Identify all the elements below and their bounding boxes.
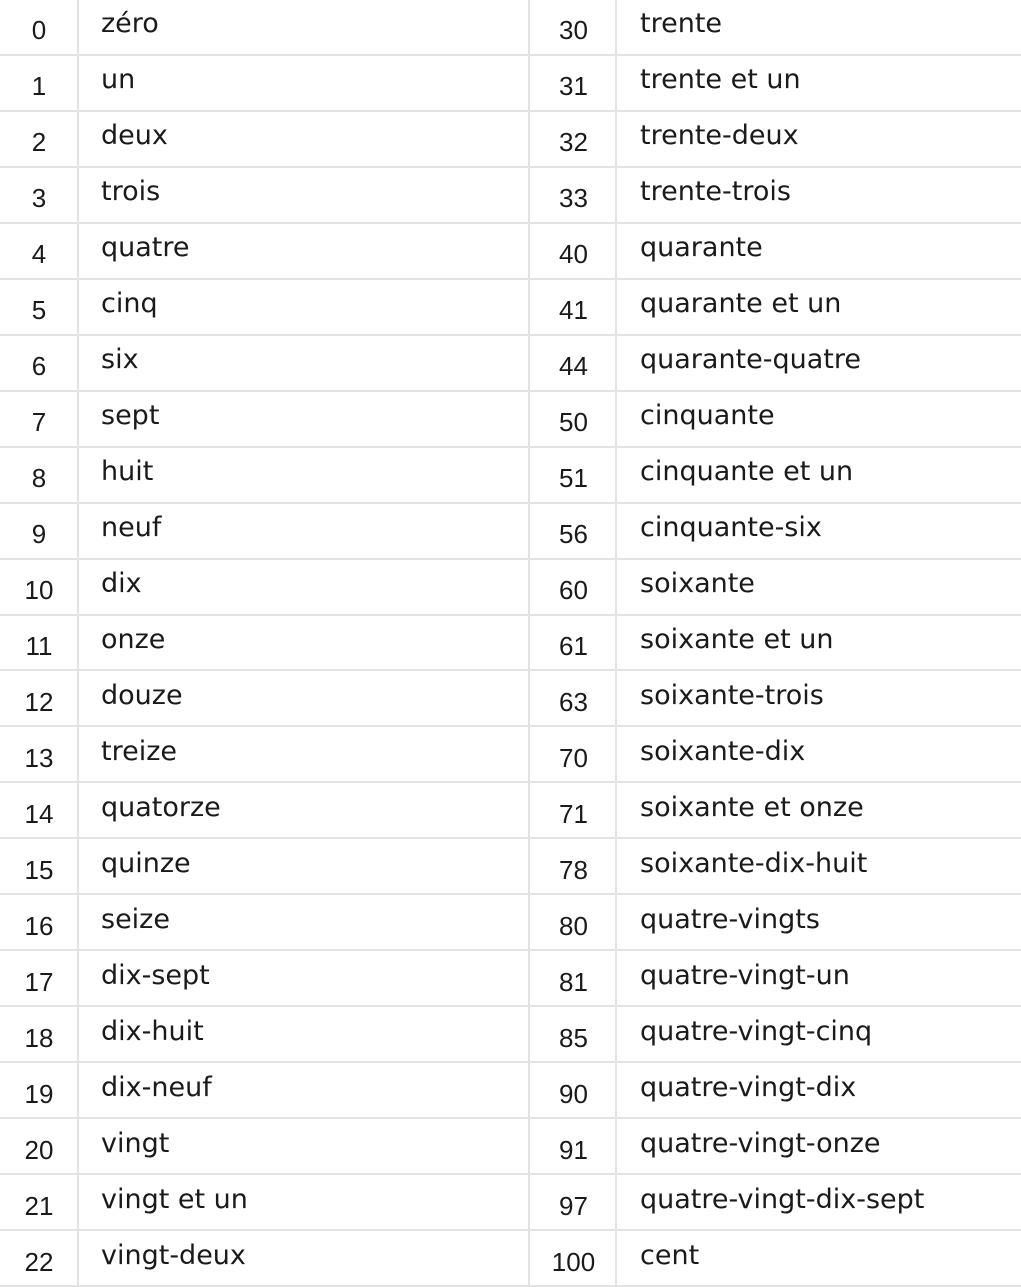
- word-cell: dix-sept: [101, 959, 210, 991]
- word-cell: douze: [101, 679, 183, 711]
- word-cell: trois: [101, 176, 161, 208]
- number-cell: 19: [24, 1078, 54, 1109]
- word-cell: neuf: [101, 512, 162, 544]
- number-cell: 60: [559, 575, 588, 606]
- number-cell: 7: [31, 407, 47, 438]
- number-cell: 32: [559, 127, 588, 158]
- number-cell: 1: [31, 71, 47, 102]
- number-cell: 100: [551, 1246, 596, 1277]
- word-cell: quatre-vingts: [640, 903, 820, 935]
- table-row: [0, 0, 1021, 56]
- number-cell: 85: [559, 1022, 588, 1053]
- table-row: [0, 895, 1021, 951]
- number-cell: 40: [559, 239, 588, 270]
- number-cell: 9: [31, 519, 47, 550]
- number-cell: 81: [559, 966, 588, 997]
- word-cell: soixante-dix-huit: [640, 847, 868, 879]
- word-cell: soixante-dix: [640, 735, 806, 767]
- number-cell: 18: [24, 1022, 54, 1053]
- word-cell: quatre-vingt-dix-sept: [640, 1183, 925, 1215]
- word-cell: quatre-vingt-dix: [640, 1071, 857, 1103]
- number-cell: 2: [31, 127, 47, 158]
- number-cell: 8: [31, 463, 47, 494]
- word-cell: huit: [101, 456, 154, 488]
- number-cell: 11: [25, 630, 53, 661]
- table-row: [0, 1119, 1021, 1175]
- word-cell: soixante et un: [640, 623, 834, 655]
- table-row: [0, 280, 1021, 336]
- table-row: [0, 671, 1021, 727]
- number-cell: 70: [559, 742, 588, 773]
- column-divider: [528, 0, 530, 1287]
- number-cell: 91: [559, 1134, 588, 1165]
- word-cell: quatorze: [101, 791, 221, 823]
- table-row: [0, 560, 1021, 616]
- number-cell: 22: [24, 1246, 54, 1277]
- number-cell: 5: [31, 295, 47, 326]
- word-cell: quatre-vingt-onze: [640, 1127, 881, 1159]
- number-cell: 10: [24, 575, 54, 606]
- word-cell: cinq: [101, 288, 158, 320]
- word-cell: trente et un: [640, 64, 801, 96]
- number-cell: 20: [24, 1134, 54, 1165]
- word-cell: sept: [101, 400, 160, 432]
- word-cell: cent: [640, 1239, 700, 1271]
- table-row: [0, 839, 1021, 895]
- table-row: [0, 504, 1021, 560]
- number-cell: 15: [24, 854, 54, 885]
- word-cell: treize: [101, 735, 177, 767]
- word-cell: dix-neuf: [101, 1071, 212, 1103]
- word-cell: quatre: [101, 232, 190, 264]
- table-row: [0, 1007, 1021, 1063]
- number-cell: 80: [559, 910, 588, 941]
- number-cell: 13: [24, 742, 54, 773]
- number-cell: 51: [559, 463, 588, 494]
- word-cell: vingt-deux: [101, 1239, 246, 1271]
- word-cell: quinze: [101, 847, 191, 879]
- word-cell: trente: [640, 8, 723, 40]
- word-cell: quarante: [640, 232, 763, 264]
- table-row: [0, 1063, 1021, 1119]
- table-row: [0, 616, 1021, 672]
- word-cell: vingt: [101, 1127, 170, 1159]
- word-cell: quarante-quatre: [640, 344, 861, 376]
- table-row: [0, 951, 1021, 1007]
- number-cell: 50: [559, 407, 588, 438]
- word-cell: quarante et un: [640, 288, 842, 320]
- number-cell: 31: [559, 71, 588, 102]
- word-cell: six: [101, 344, 139, 376]
- word-cell: trente-trois: [640, 176, 791, 208]
- number-cell: 0: [31, 15, 47, 46]
- table-row: [0, 1231, 1021, 1287]
- number-cell: 30: [559, 15, 588, 46]
- number-cell: 41: [559, 295, 588, 326]
- table-row: [0, 448, 1021, 504]
- word-cell: un: [101, 64, 136, 96]
- word-cell: soixante: [640, 568, 755, 600]
- word-cell: onze: [101, 623, 166, 655]
- table-row: [0, 56, 1021, 112]
- table-row: [0, 1175, 1021, 1231]
- word-cell: cinquante-six: [640, 512, 822, 544]
- number-cell: 56: [559, 519, 588, 550]
- number-cell: 33: [559, 183, 588, 214]
- number-cell: 16: [24, 910, 54, 941]
- word-cell: dix: [101, 568, 142, 600]
- word-cell: soixante-trois: [640, 679, 824, 711]
- number-cell: 78: [559, 854, 588, 885]
- word-cell: cinquante et un: [640, 456, 854, 488]
- number-cell: 61: [559, 630, 588, 661]
- word-cell: deux: [101, 120, 168, 152]
- word-cell: trente-deux: [640, 120, 799, 152]
- number-cell: 71: [559, 798, 588, 829]
- number-cell: 17: [24, 966, 54, 997]
- column-divider: [615, 0, 617, 1287]
- word-cell: vingt et un: [101, 1183, 248, 1215]
- table-row: [0, 112, 1021, 168]
- number-cell: 3: [31, 183, 47, 214]
- number-cell: 44: [559, 351, 588, 382]
- number-cell: 90: [559, 1078, 588, 1109]
- number-cell: 4: [31, 239, 47, 270]
- table-row: [0, 168, 1021, 224]
- column-divider: [77, 0, 79, 1287]
- word-cell: cinquante: [640, 400, 775, 432]
- word-cell: seize: [101, 903, 170, 935]
- number-cell: 14: [24, 798, 54, 829]
- number-cell: 12: [24, 686, 54, 717]
- table-row: [0, 727, 1021, 783]
- table-row: [0, 336, 1021, 392]
- word-cell: quatre-vingt-un: [640, 959, 850, 991]
- number-cell: 63: [559, 686, 588, 717]
- word-cell: dix-huit: [101, 1015, 204, 1047]
- number-cell: 97: [559, 1190, 588, 1221]
- number-cell: 21: [24, 1190, 54, 1221]
- word-cell: soixante et onze: [640, 791, 864, 823]
- table-row: [0, 392, 1021, 448]
- word-cell: quatre-vingt-cinq: [640, 1015, 873, 1047]
- number-cell: 6: [31, 351, 47, 382]
- word-cell: zéro: [101, 8, 159, 40]
- table-row: [0, 224, 1021, 280]
- table-row: [0, 783, 1021, 839]
